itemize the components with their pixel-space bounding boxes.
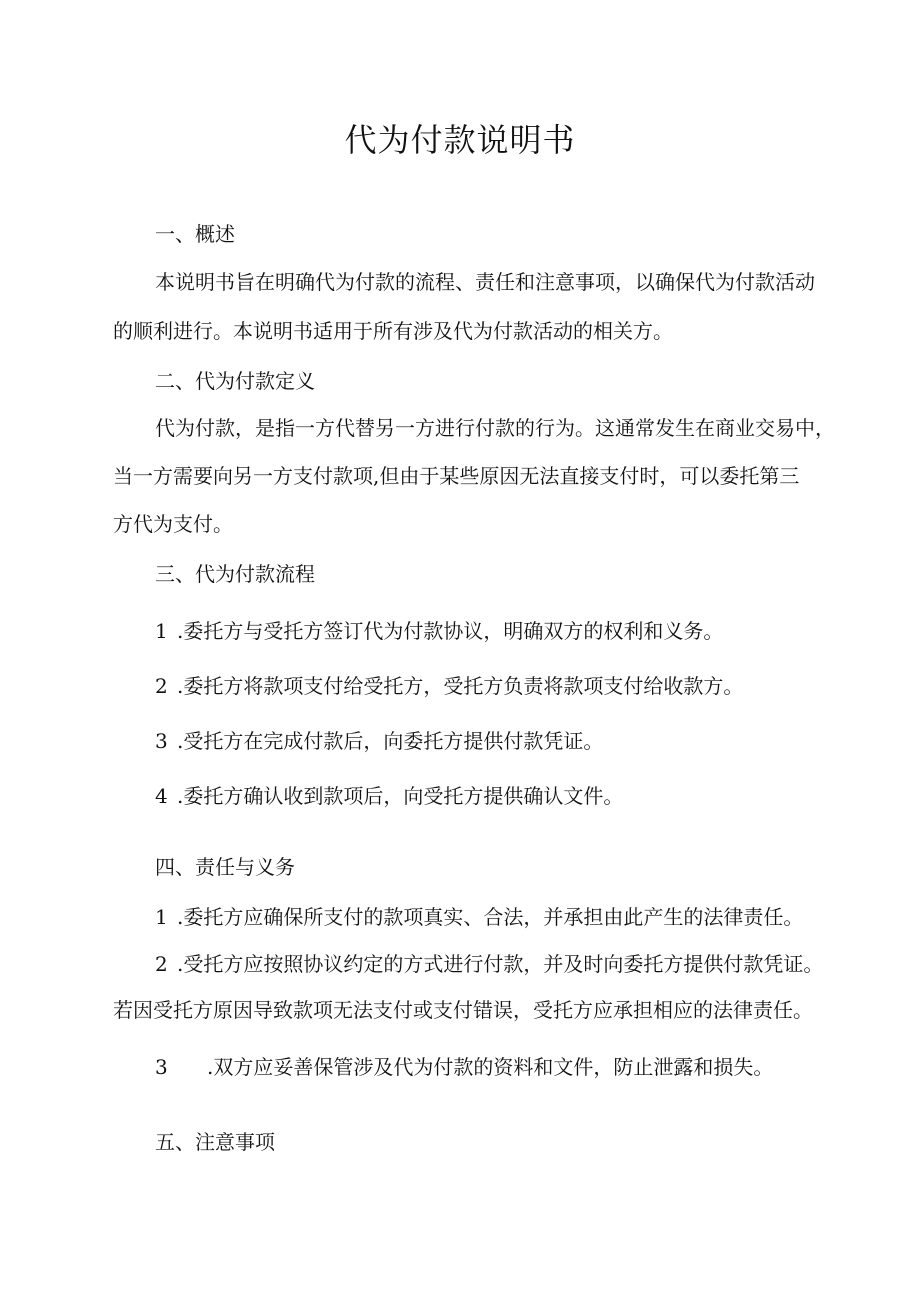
list-item xyxy=(155,903,803,931)
paragraph-line: 方代为支付。 xyxy=(113,512,233,536)
list-item xyxy=(155,727,603,755)
list-item-text: .委托方确认收到款项后，向受托方提供确认文件。 xyxy=(177,784,624,808)
list-item-number: 2 xyxy=(155,952,168,976)
list-item-text: .委托方将款项支付给受托方，受托方负责将款项支付给收款方。 xyxy=(177,674,744,698)
list-item xyxy=(155,672,743,700)
section-heading-process: 三、代为付款流程 xyxy=(155,562,315,586)
paragraph-line: 若因受托方原因导致款项无法支付或支付错误，受托方应承担相应的法律责任。 xyxy=(113,998,813,1022)
list-item-number: 4 xyxy=(155,784,168,808)
paragraph-line: 当一方需要向另一方支付款项,但由于某些原因无法直接支付时，可以委托第三 xyxy=(113,464,800,488)
list-item-number: 2 xyxy=(155,674,168,698)
list-item-number: 1 xyxy=(155,619,168,643)
paragraph-line: 的顺利进行。本说明书适用于所有涉及代为付款活动的相关方。 xyxy=(113,319,673,343)
section-heading-notes: 五、注意事项 xyxy=(155,1130,275,1154)
list-item-text: .受托方在完成付款后，向委托方提供付款凭证。 xyxy=(177,729,604,753)
list-item-text: .双方应妥善保管涉及代为付款的资料和文件，防止泄露和损失。 xyxy=(207,1055,774,1079)
section-heading-responsibilities: 四、责任与义务 xyxy=(155,855,295,879)
section-heading-definition: 二、代为付款定义 xyxy=(155,369,315,393)
list-item-text: .委托方与受托方签订代为付款协议，明确双方的权利和义务。 xyxy=(177,619,724,643)
list-item xyxy=(155,782,623,810)
list-item xyxy=(155,1053,773,1081)
list-item-number: 3 xyxy=(155,1055,168,1079)
list-item-text: .委托方应确保所支付的款项真实、合法，并承担由此产生的法律责任。 xyxy=(177,905,804,929)
paragraph-line: 代为付款，是指一方代替另一方进行付款的行为。这通常发生在商业交易中， xyxy=(155,416,835,440)
document-title: 代为付款说明书 xyxy=(344,121,576,159)
list-item-number: 3 xyxy=(155,729,168,753)
list-item xyxy=(155,950,823,978)
section-heading-overview: 一、概述 xyxy=(155,222,235,246)
list-item-text: .受托方应按照协议约定的方式进行付款，并及时向委托方提供付款凭证。 xyxy=(177,952,824,976)
list-item-number: 1 xyxy=(155,905,168,929)
list-item xyxy=(155,617,723,645)
paragraph-line: 本说明书旨在明确代为付款的流程、责任和注意事项，以确保代为付款活动 xyxy=(155,270,815,294)
